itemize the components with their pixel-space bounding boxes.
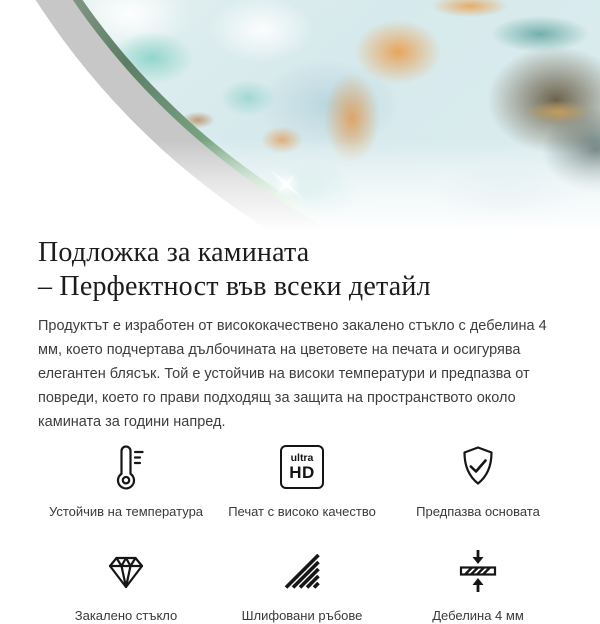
diamond-icon [102,546,150,596]
polished-edges-icon [278,546,326,596]
product-description: Продуктът е изработен от висококачествено закалено стъкло с дебелина 4 мм, което подчертава дълбочината на цветовете на печата и осигурява елегантен блясък. Той е устойчив на високи температури и предпазва от повреди, което го прави подходящ за защита на пространството около камината за години напред. [38,318,547,430]
image-white-fade [0,140,600,232]
feature-print-quality [214,442,390,520]
feature-label: Закалено стъкло [74,608,178,623]
title-line-2: – Перфектност във всеки детайл [38,271,431,302]
feature-tempered-glass [38,546,214,624]
page-title [38,236,566,304]
product-hero [0,0,600,232]
feature-polished-edges [214,546,390,624]
feature-label: Печат с високо качество [228,504,376,519]
shield-check-icon [454,442,502,492]
feature-label: Дебелина 4 мм [432,608,524,623]
thermometer-icon [102,442,150,492]
ultra-hd-text-bottom: HD [289,463,315,483]
feature-label: Предпазва основата [416,504,540,519]
thickness-4mm-icon [454,546,502,596]
ultra-hd-icon [280,442,324,492]
ultra-hd-text-top: ultra [290,451,314,464]
product-info-section [0,236,600,624]
feature-label: Шлифовани ръбове [241,608,363,623]
feature-thickness [390,546,566,624]
title-line-1: Подложка за камината [38,237,310,268]
feature-temperature [38,442,214,520]
feature-protects-base [390,442,566,520]
features-grid [38,442,566,624]
feature-label: Устойчив на температура [48,504,204,519]
